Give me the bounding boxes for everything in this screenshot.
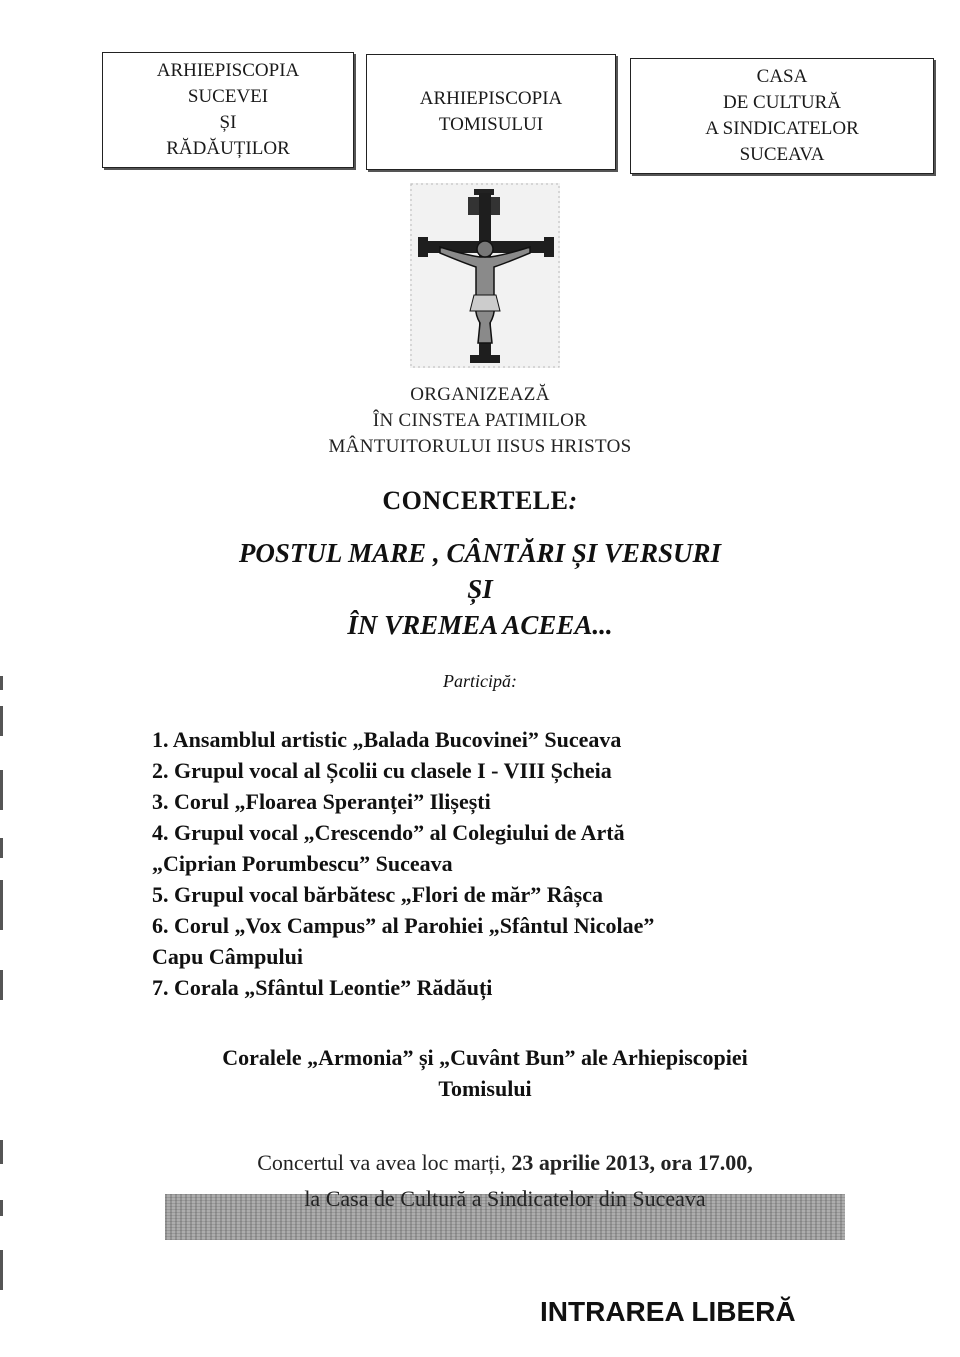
organizer-line: TOMISULUI	[438, 114, 544, 135]
schedule-datetime: 23 aprilie 2013, ora 17.00,	[511, 1150, 753, 1175]
organizer-box-suceava-archdiocese	[102, 52, 354, 168]
organizer-line: RĂDĂUȚILOR	[166, 138, 290, 159]
concerts-heading-text: CONCERTELE	[382, 486, 569, 515]
concert-title-line: ȘI	[467, 574, 493, 604]
scan-edge-mark	[0, 880, 3, 930]
intro-line: ÎN CINSTEA PATIMILOR	[372, 410, 588, 431]
scan-edge-mark	[0, 1250, 3, 1290]
organizer-line: ARHIEPISCOPIA	[419, 88, 563, 109]
participants-list	[152, 724, 832, 1003]
crucifix-icon	[410, 183, 560, 368]
concert-titles	[0, 535, 960, 643]
participants-label: Participă:	[443, 671, 517, 691]
organizer-box-tomis-archdiocese	[366, 54, 616, 170]
schedule-date-line	[165, 1150, 845, 1176]
free-entry-notice: INTRAREA LIBERĂ	[540, 1296, 796, 1327]
concert-title-line: POSTUL MARE , CÂNTĂRI ȘI VERSURI	[238, 538, 722, 568]
organizer-line: A SINDICATELOR	[705, 118, 859, 139]
concert-title-line: ÎN VREMEA ACEEA...	[347, 610, 613, 640]
concerts-heading	[0, 486, 960, 516]
intro-line: ORGANIZEAZĂ	[410, 384, 550, 405]
list-item: 3. Corul „Floarea Speranței” Ilișești	[152, 789, 491, 814]
intro-text	[0, 382, 960, 460]
guest-choirs	[0, 1042, 960, 1104]
organizer-line: ȘI	[219, 112, 237, 133]
list-item: Capu Câmpului	[152, 944, 304, 969]
list-item: 7. Corala „Sfântul Leontie” Rădăuți	[152, 975, 493, 1000]
schedule-band	[165, 1146, 845, 1244]
guest-choirs-line: Coralele „Armonia” și „Cuvânt Bun” ale Arhiepiscopiei	[222, 1045, 748, 1070]
list-item: „Ciprian Porumbescu” Suceava	[152, 851, 453, 876]
list-item: 5. Grupul vocal bărbătesc „Flori de măr” Râșca	[152, 882, 603, 907]
organizer-line: SUCEAVA	[739, 144, 825, 165]
scan-edge-mark	[0, 970, 3, 1000]
scan-edge-mark	[0, 770, 3, 810]
list-item: 1. Ansamblul artistic „Balada Bucovinei” Suceava	[152, 727, 622, 752]
scan-edge-mark	[0, 1200, 3, 1216]
scan-edge-mark	[0, 838, 3, 858]
organizer-line: SUCEVEI	[187, 86, 269, 107]
scan-edge-mark	[0, 676, 3, 690]
schedule-prefix: Concertul va avea loc marți,	[257, 1150, 512, 1175]
intro-line: MÂNTUITORULUI IISUS HRISTOS	[328, 436, 632, 457]
concerts-heading-colon: :	[568, 486, 578, 515]
organizer-box-culture-house	[630, 58, 934, 174]
schedule-venue: la Casa de Cultură a Sindicatelor din Suceava	[304, 1186, 706, 1211]
scan-edge-mark	[0, 1140, 3, 1164]
organizer-line: CASA	[756, 66, 808, 87]
list-item: 6. Corul „Vox Campus” al Parohiei „Sfântul Nicolae”	[152, 913, 655, 938]
list-item: 4. Grupul vocal „Crescendo” al Colegiului de Artă	[152, 820, 625, 845]
scan-edge-mark	[0, 706, 3, 736]
guest-choirs-line: Tomisului	[438, 1076, 532, 1101]
organizer-line: ARHIEPISCOPIA	[156, 60, 300, 81]
list-item: 2. Grupul vocal al Școlii cu clasele I - VIII Șcheia	[152, 758, 612, 783]
organizer-line: DE CULTURĂ	[722, 92, 842, 113]
